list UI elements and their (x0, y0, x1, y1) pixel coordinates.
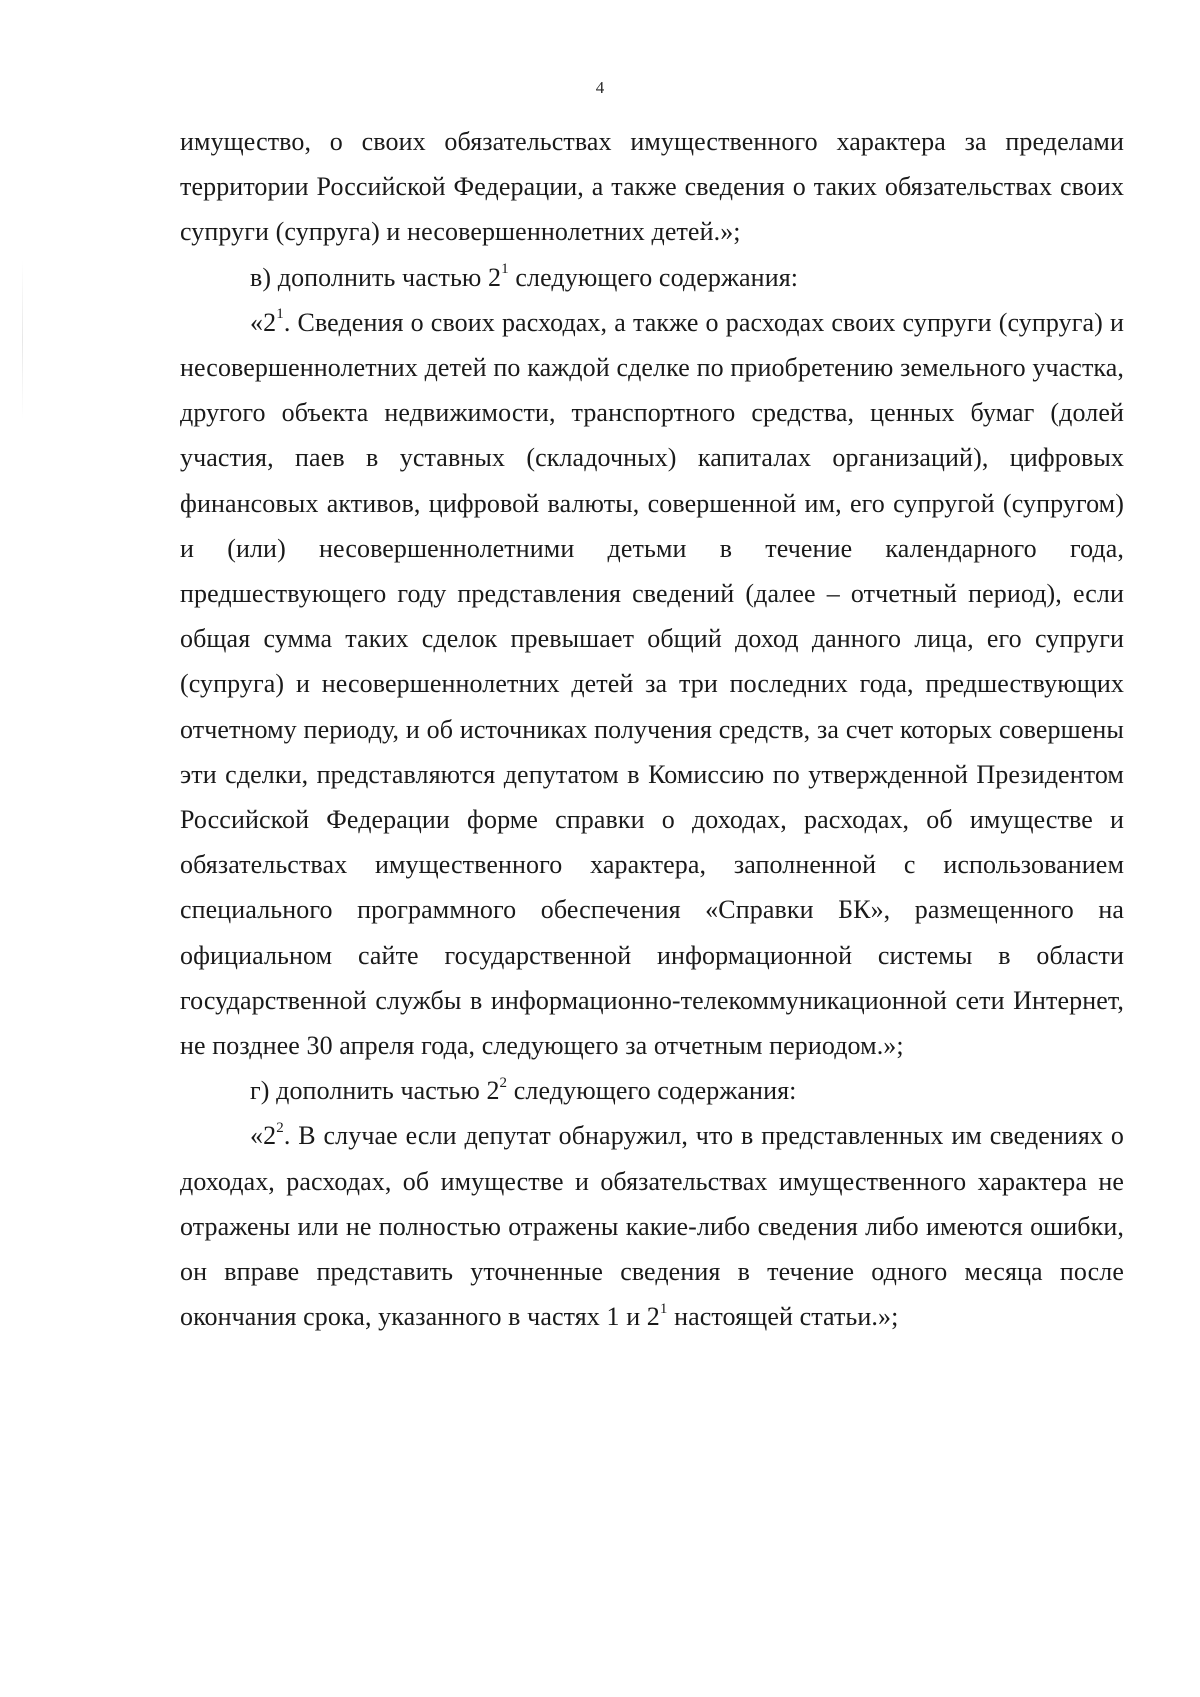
superscript: 2 (499, 1074, 508, 1091)
scan-edge-artifact (22, 260, 23, 420)
paragraph-text: г) дополнить частью 2 (250, 1076, 500, 1106)
paragraph-text: следующего содержания: (508, 262, 799, 292)
paragraph-text: имущество, о своих обязательствах имущественного характера за пределами территории Российской Федерации, а также сведения о таких обязательствах своих супруги (супруга) и несовершеннолетних детей.»; (180, 127, 1124, 247)
paragraph-text: следующего содержания: (507, 1076, 797, 1106)
paragraph-text: настоящей статьи.»; (667, 1302, 899, 1332)
paragraph-p4 (180, 1068, 1124, 1113)
paragraph-p5 (180, 1113, 1124, 1339)
paragraph-text: «2 (250, 307, 277, 337)
paragraph-p1 (180, 119, 1124, 255)
paragraph-text: . Сведения о своих расходах, а также о расходах своих супруги (супруга) и несовершеннолетних детей по каждой сделке по приобретению земельного участка, другого объекта недвижимости, транспортного средства, ценных бумаг (долей участия, паев в уставных (складочных) капиталах организаций), цифровых финансовых активов, цифровой валюты, совершенной им, его супругой (супругом) и (или) несовершеннолетними детьми в течение календарного года, предшествующего году представления сведений (далее – отчетный период), если общая сумма таких сделок превышает общий доход данного лица, его супруги (супруга) и несовершеннолетних детей за три последних года, предшествующих отчетному периоду, и об источниках получения средств, за счет которых совершены эти сделки, представляются депутатом в Комиссию по утвержденной Президентом Российской Федерации форме справки о доходах, расходах, об имуществе и обязательствах имущественного характера, заполненной с использованием специального программного обеспечения «Справки БК», размещенного на официальном сайте государственной информационной системы в области государственной службы в информационно-телекоммуникационной сети Интернет, не позднее 30 апреля года, следующего за отчетным периодом.»; (180, 307, 1124, 1061)
paragraph-p2 (180, 255, 1124, 300)
document-body (180, 119, 1124, 1339)
superscript: 2 (276, 1119, 284, 1136)
paragraph-text: . В случае если депутат обнаружил, что в представленных им сведениях о доходах, расходах, об имуществе и обязательствах имущественного характера не отражены или не полностью отражены какие-либо сведения либо имеются ошибки, он вправе представить уточненные сведения в течение одного месяца после окончания срока, указанного в частях 1 и 2 (180, 1121, 1124, 1332)
paragraph-text: «2 (250, 1121, 277, 1151)
superscript: 1 (659, 1300, 668, 1317)
superscript: 1 (276, 306, 284, 323)
page-number: 4 (595, 78, 605, 97)
paragraph-p3 (180, 300, 1124, 1068)
paragraph-text: в) дополнить частью 2 (250, 262, 502, 292)
superscript: 1 (501, 260, 509, 277)
